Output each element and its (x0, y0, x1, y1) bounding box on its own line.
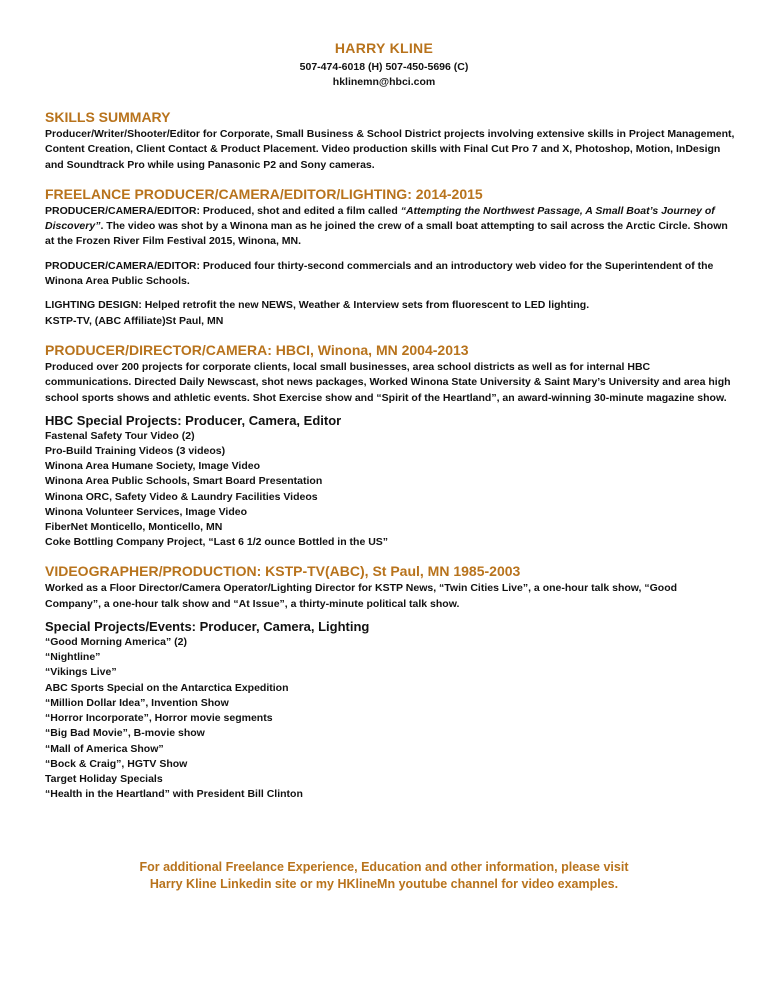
footer-note (0, 859, 768, 893)
entry-text: Produced four thirty-second commercials and an introductory web video for the Superintendent of the Winona Area Public Schools. (45, 259, 714, 288)
list-item: Pro-Build Training Videos (3 videos) (45, 445, 226, 458)
hbc-projects-list (45, 429, 735, 551)
list-item: “Good Morning America” (2) (45, 636, 187, 649)
skills-text: Producer/Writer/Shooter/Editor for Corporate, Small Business & School District projects involving extensive skills in Project Management, Content Creation, Client Contact & Product Placement. Video production skills with Final Cut Pro 7 and X, Photoshop, Motion, InDesign and Soundtrack Pro while using Panasonic P2 and Sony cameras. (45, 128, 735, 171)
resume-header (0, 40, 768, 90)
list-item: Fastenal Safety Tour Video (2) (45, 429, 195, 442)
entry-label: PRODUCER/CAMERA/EDITOR: (45, 259, 200, 272)
list-item: Winona Area Humane Society, Image Video (45, 460, 261, 473)
list-item: “Vikings Live” (45, 666, 117, 679)
list-item: Winona Area Public Schools, Smart Board Presentation (45, 475, 323, 488)
list-item: “Nightline” (45, 651, 101, 664)
resume-body (45, 108, 735, 802)
footer-line-1: For additional Freelance Experience, Education and other information, please visit (139, 860, 629, 874)
list-item: FiberNet Monticello, Monticello, MN (45, 521, 223, 534)
freelance-heading: FREELANCE PRODUCER/CAMERA/EDITOR/LIGHTING: 2014-2015 (45, 185, 483, 202)
entry-label: PRODUCER/CAMERA/EDITOR: (45, 204, 200, 217)
list-item: Winona Volunteer Services, Image Video (45, 505, 247, 518)
hbci-heading: PRODUCER/DIRECTOR/CAMERA: HBCI, Winona, MN 2004-2013 (45, 341, 469, 358)
entry-text: Helped retrofit the new NEWS, Weather & Interview sets from fluorescent to LED lighting. (141, 299, 590, 312)
phone-numbers: 507-474-6018 (H) 507-450-5696 (C) (299, 61, 469, 73)
film-title: “Attempting the Northwest Passage, A Small Boat’s Journey of Discovery” (45, 204, 715, 233)
candidate-name: HARRY KLINE (334, 40, 434, 56)
hbc-projects-heading: HBC Special Projects: Producer, Camera, Editor (45, 412, 342, 428)
entry-label: LIGHTING DESIGN: (45, 299, 142, 312)
list-item: “Million Dollar Idea”, Invention Show (45, 696, 229, 709)
freelance-entry-3-station: KSTP-TV, (ABC Affiliate)St Paul, MN (45, 314, 224, 327)
entry-text: Produced, shot and edited a film called (199, 204, 401, 217)
list-item: Coke Bottling Company Project, “Last 6 1/2 ounce Bottled in the US” (45, 536, 389, 549)
footer-line-2: Harry Kline Linkedin site or my HKlineMn youtube channel for video examples. (149, 877, 619, 891)
kstp-text: Worked as a Floor Director/Camera Operator/Lighting Director for KSTP News, “Twin Cities Live”, a one-hour talk show, “Good Company”, a one-hour talk show and “At Issue”, a thirty-minute political talk show. (45, 582, 678, 610)
special-projects-heading: Special Projects/Events: Producer, Camera, Lighting (45, 619, 370, 635)
list-item: ABC Sports Special on the Antarctica Expedition (45, 681, 289, 694)
hbci-text: Produced over 200 projects for corporate clients, local small businesses, area school districts as well as for internal HBC communications. Directed Daily Newscast, shot news packages, Worked Winona State University & Saint Mary’s University and area high school sports shows and athletic events. Shot Exercise show and “Spirit of the Heartland”, an award-winning 30-minute magazine show. (45, 360, 731, 404)
freelance-entry-1 (45, 204, 735, 250)
freelance-entry-2 (45, 259, 735, 290)
entry-text: . The video was shot by a Winona man as he joined the crew of a small boat attempting to sail across the Arctic Circle. Shown at the Frozen River Film Festival 2015, Winona, MN. (45, 220, 728, 248)
list-item: Winona ORC, Safety Video & Laundry Facilities Videos (45, 490, 318, 503)
kstp-heading: VIDEOGRAPHER/PRODUCTION: KSTP-TV(ABC), St Paul, MN 1985-2003 (45, 563, 521, 580)
email-address: hklinemn@hbci.com (332, 76, 436, 88)
freelance-entry-3 (45, 298, 735, 313)
list-item: “Horror Incorporate”, Horror movie segments (45, 712, 273, 725)
list-item: “Big Bad Movie”, B-movie show (45, 727, 205, 740)
list-item: “Bock & Craig”, HGTV Show (45, 757, 188, 770)
list-item: “Health in the Heartland” with President Bill Clinton (45, 788, 303, 801)
list-item: “Mall of America Show” (45, 742, 164, 755)
special-projects-list (45, 635, 735, 802)
list-item: Target Holiday Specials (45, 772, 163, 785)
skills-heading: SKILLS SUMMARY (45, 109, 171, 125)
